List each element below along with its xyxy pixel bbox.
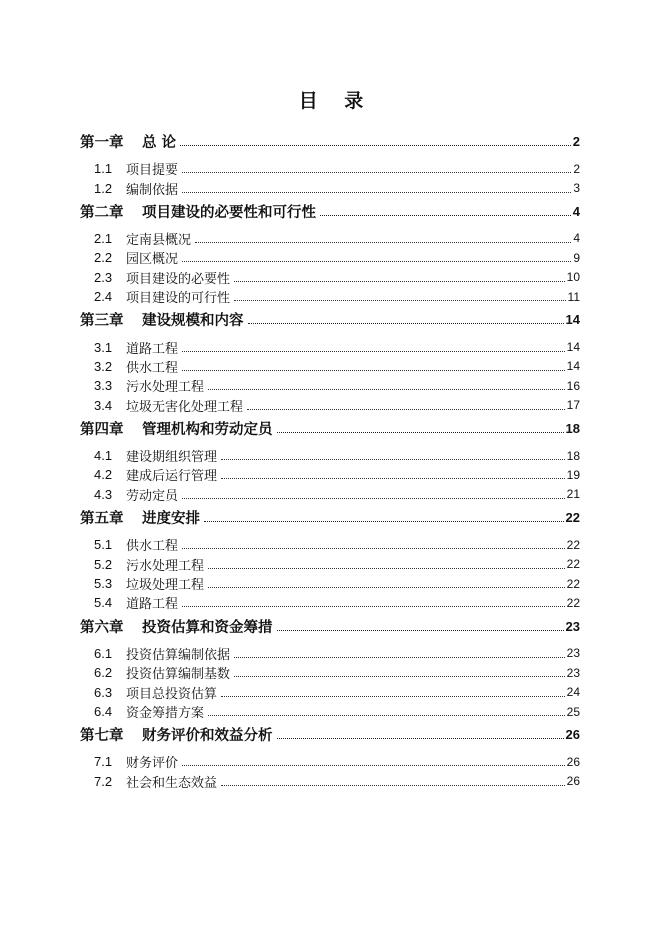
section-page-number: 19 — [566, 467, 580, 482]
section-number: 6.3 — [94, 684, 113, 700]
section-number: 5.1 — [94, 537, 113, 553]
section-page-number: 22 — [566, 537, 580, 552]
chapter-page-number: 14 — [565, 312, 580, 328]
toc-section-entry[interactable] — [80, 752, 580, 771]
chapter-title: 项目建设的必要性和可行性 — [142, 203, 316, 221]
chapter-title: 建设规模和内容 — [142, 312, 244, 330]
chapter-number: 第七章 — [80, 727, 124, 745]
toc-section-entry[interactable] — [80, 554, 580, 573]
toc-section-entry[interactable] — [80, 702, 580, 721]
dot-leader — [221, 478, 565, 479]
section-title: 社会和生态效益 — [126, 775, 218, 791]
chapter-title: 财务评价和效益分析 — [142, 727, 273, 745]
chapter-number: 第三章 — [80, 312, 124, 330]
dot-leader — [204, 521, 564, 522]
section-page-number: 14 — [566, 340, 580, 355]
dot-leader — [182, 370, 565, 371]
chapter-page-number: 4 — [572, 203, 580, 219]
section-title: 污水处理工程 — [126, 558, 205, 574]
dot-leader — [234, 300, 566, 301]
section-number: 4.2 — [94, 467, 113, 483]
toc-section-entry[interactable] — [80, 396, 580, 415]
toc-chapter-entry[interactable] — [80, 415, 580, 442]
chapter-title: 总 论 — [142, 134, 177, 151]
toc-section-entry[interactable] — [80, 682, 580, 701]
dot-leader — [234, 657, 565, 658]
dot-leader — [234, 676, 565, 677]
section-page-number: 2 — [573, 161, 580, 176]
dot-leader — [221, 785, 565, 786]
chapter-title: 投资估算和资金筹措 — [142, 618, 273, 636]
dot-leader — [221, 696, 565, 697]
section-page-number: 23 — [566, 665, 580, 680]
section-page-number: 11 — [567, 289, 580, 304]
dot-leader — [208, 389, 565, 390]
section-page-number: 21 — [566, 487, 580, 502]
toc-section-entry[interactable] — [80, 663, 580, 682]
section-page-number: 22 — [566, 576, 580, 591]
section-title: 道路工程 — [126, 341, 179, 357]
toc-section-entry[interactable] — [80, 357, 580, 376]
section-page-number: 14 — [566, 359, 580, 374]
toc-chapter-entry[interactable] — [80, 504, 580, 531]
toc-section-entry[interactable] — [80, 574, 580, 593]
chapter-number: 第六章 — [80, 618, 124, 636]
toc-section-entry[interactable] — [80, 287, 580, 306]
section-title: 财务评价 — [126, 756, 179, 772]
toc-section-entry[interactable] — [80, 376, 580, 395]
toc-section-entry[interactable] — [80, 178, 580, 197]
table-of-contents — [80, 128, 580, 791]
section-number: 6.1 — [94, 645, 113, 661]
section-number: 6.2 — [94, 665, 113, 681]
toc-chapter-entry[interactable] — [80, 613, 580, 640]
section-title: 垃圾无害化处理工程 — [126, 399, 244, 415]
chapter-title: 进度安排 — [142, 510, 200, 528]
section-page-number: 10 — [566, 270, 580, 285]
section-number: 6.4 — [94, 704, 113, 719]
section-number: 2.3 — [94, 269, 113, 285]
section-title: 投资估算编制依据 — [126, 647, 231, 663]
dot-leader — [320, 215, 571, 216]
section-page-number: 26 — [566, 774, 580, 789]
toc-section-entry[interactable] — [80, 229, 580, 248]
section-title: 污水处理工程 — [126, 380, 205, 396]
section-title: 项目总投资估算 — [126, 686, 218, 702]
section-page-number: 17 — [566, 398, 580, 413]
toc-chapter-entry[interactable] — [80, 128, 580, 155]
section-title: 建设期组织管理 — [126, 450, 218, 466]
toc-section-entry[interactable] — [80, 446, 580, 465]
section-number: 3.4 — [94, 397, 113, 413]
chapter-page-number: 18 — [565, 420, 580, 436]
section-title: 编制依据 — [126, 182, 179, 198]
section-number: 3.3 — [94, 378, 113, 394]
section-title: 垃圾处理工程 — [126, 578, 205, 594]
section-title: 资金筹措方案 — [126, 706, 205, 721]
toc-section-entry[interactable] — [80, 644, 580, 663]
section-title: 供水工程 — [126, 360, 179, 376]
section-number: 7.1 — [94, 754, 113, 770]
chapter-title: 管理机构和劳动定员 — [142, 420, 273, 438]
section-title: 供水工程 — [126, 539, 179, 555]
section-page-number: 16 — [566, 378, 580, 393]
section-title: 道路工程 — [126, 597, 179, 613]
section-title: 劳动定员 — [126, 488, 179, 504]
section-number: 1.1 — [94, 161, 113, 177]
dot-leader — [182, 351, 565, 352]
toc-chapter-entry[interactable] — [80, 306, 580, 333]
section-number: 3.1 — [94, 339, 113, 355]
section-number: 5.4 — [94, 595, 113, 611]
toc-section-entry[interactable] — [80, 248, 580, 267]
dot-leader — [248, 323, 564, 324]
section-number: 2.1 — [94, 230, 113, 246]
dot-leader — [234, 281, 565, 282]
dot-leader — [277, 432, 564, 433]
section-number: 1.2 — [94, 180, 113, 196]
section-page-number: 3 — [573, 181, 580, 196]
section-page-number: 22 — [566, 595, 580, 610]
dot-leader — [277, 630, 564, 631]
dot-leader — [182, 192, 571, 193]
section-number: 4.3 — [94, 486, 113, 502]
toc-section-entry[interactable] — [80, 593, 580, 612]
section-title: 投资估算编制基数 — [126, 667, 231, 683]
section-title: 项目建设的可行性 — [126, 291, 231, 307]
section-page-number: 18 — [566, 448, 580, 463]
dot-leader — [277, 738, 564, 739]
section-number: 4.1 — [94, 448, 113, 464]
section-number: 5.2 — [94, 556, 113, 572]
section-number: 2.2 — [94, 250, 113, 266]
dot-leader — [182, 765, 565, 766]
section-page-number: 4 — [573, 231, 580, 246]
section-title: 园区概况 — [126, 252, 179, 268]
dot-leader — [182, 606, 565, 607]
dot-leader — [182, 261, 571, 262]
chapter-number: 第二章 — [80, 203, 124, 221]
toc-title: 目 录 — [298, 90, 374, 112]
dot-leader — [180, 145, 571, 146]
dot-leader — [182, 498, 565, 499]
dot-leader — [208, 587, 565, 588]
dot-leader — [221, 459, 565, 460]
section-title: 建成后运行管理 — [126, 469, 218, 485]
chapter-page-number: 26 — [565, 727, 580, 743]
section-number: 7.2 — [94, 773, 113, 789]
dot-leader — [208, 568, 565, 569]
chapter-page-number: 23 — [565, 618, 580, 634]
chapter-number: 第一章 — [80, 134, 124, 151]
toc-section-entry[interactable] — [80, 485, 580, 504]
section-title: 定南县概况 — [126, 232, 192, 248]
toc-chapter-entry[interactable] — [80, 198, 580, 225]
section-page-number: 26 — [566, 754, 580, 769]
chapter-number: 第四章 — [80, 420, 124, 438]
chapter-page-number: 2 — [572, 134, 580, 149]
toc-section-entry[interactable] — [80, 772, 580, 791]
dot-leader — [182, 172, 571, 173]
section-number: 5.3 — [94, 576, 113, 592]
dot-leader — [208, 715, 565, 716]
section-page-number: 9 — [573, 250, 580, 265]
toc-section-entry[interactable] — [80, 465, 580, 484]
section-page-number: 22 — [566, 557, 580, 572]
section-title: 项目建设的必要性 — [126, 271, 231, 287]
section-number: 3.2 — [94, 358, 113, 374]
section-number: 2.4 — [94, 289, 113, 305]
dot-leader — [247, 409, 565, 410]
section-page-number: 25 — [566, 704, 580, 719]
toc-section-entry[interactable] — [80, 337, 580, 356]
chapter-page-number: 22 — [565, 510, 580, 526]
toc-chapter-entry[interactable] — [80, 721, 580, 748]
chapter-number: 第五章 — [80, 510, 124, 528]
toc-section-entry[interactable] — [80, 535, 580, 554]
dot-leader — [195, 242, 571, 243]
dot-leader — [182, 548, 565, 549]
section-page-number: 23 — [566, 646, 580, 661]
section-title: 项目提要 — [126, 163, 179, 179]
section-page-number: 24 — [566, 685, 580, 700]
toc-section-entry[interactable] — [80, 159, 580, 178]
toc-section-entry[interactable] — [80, 268, 580, 287]
